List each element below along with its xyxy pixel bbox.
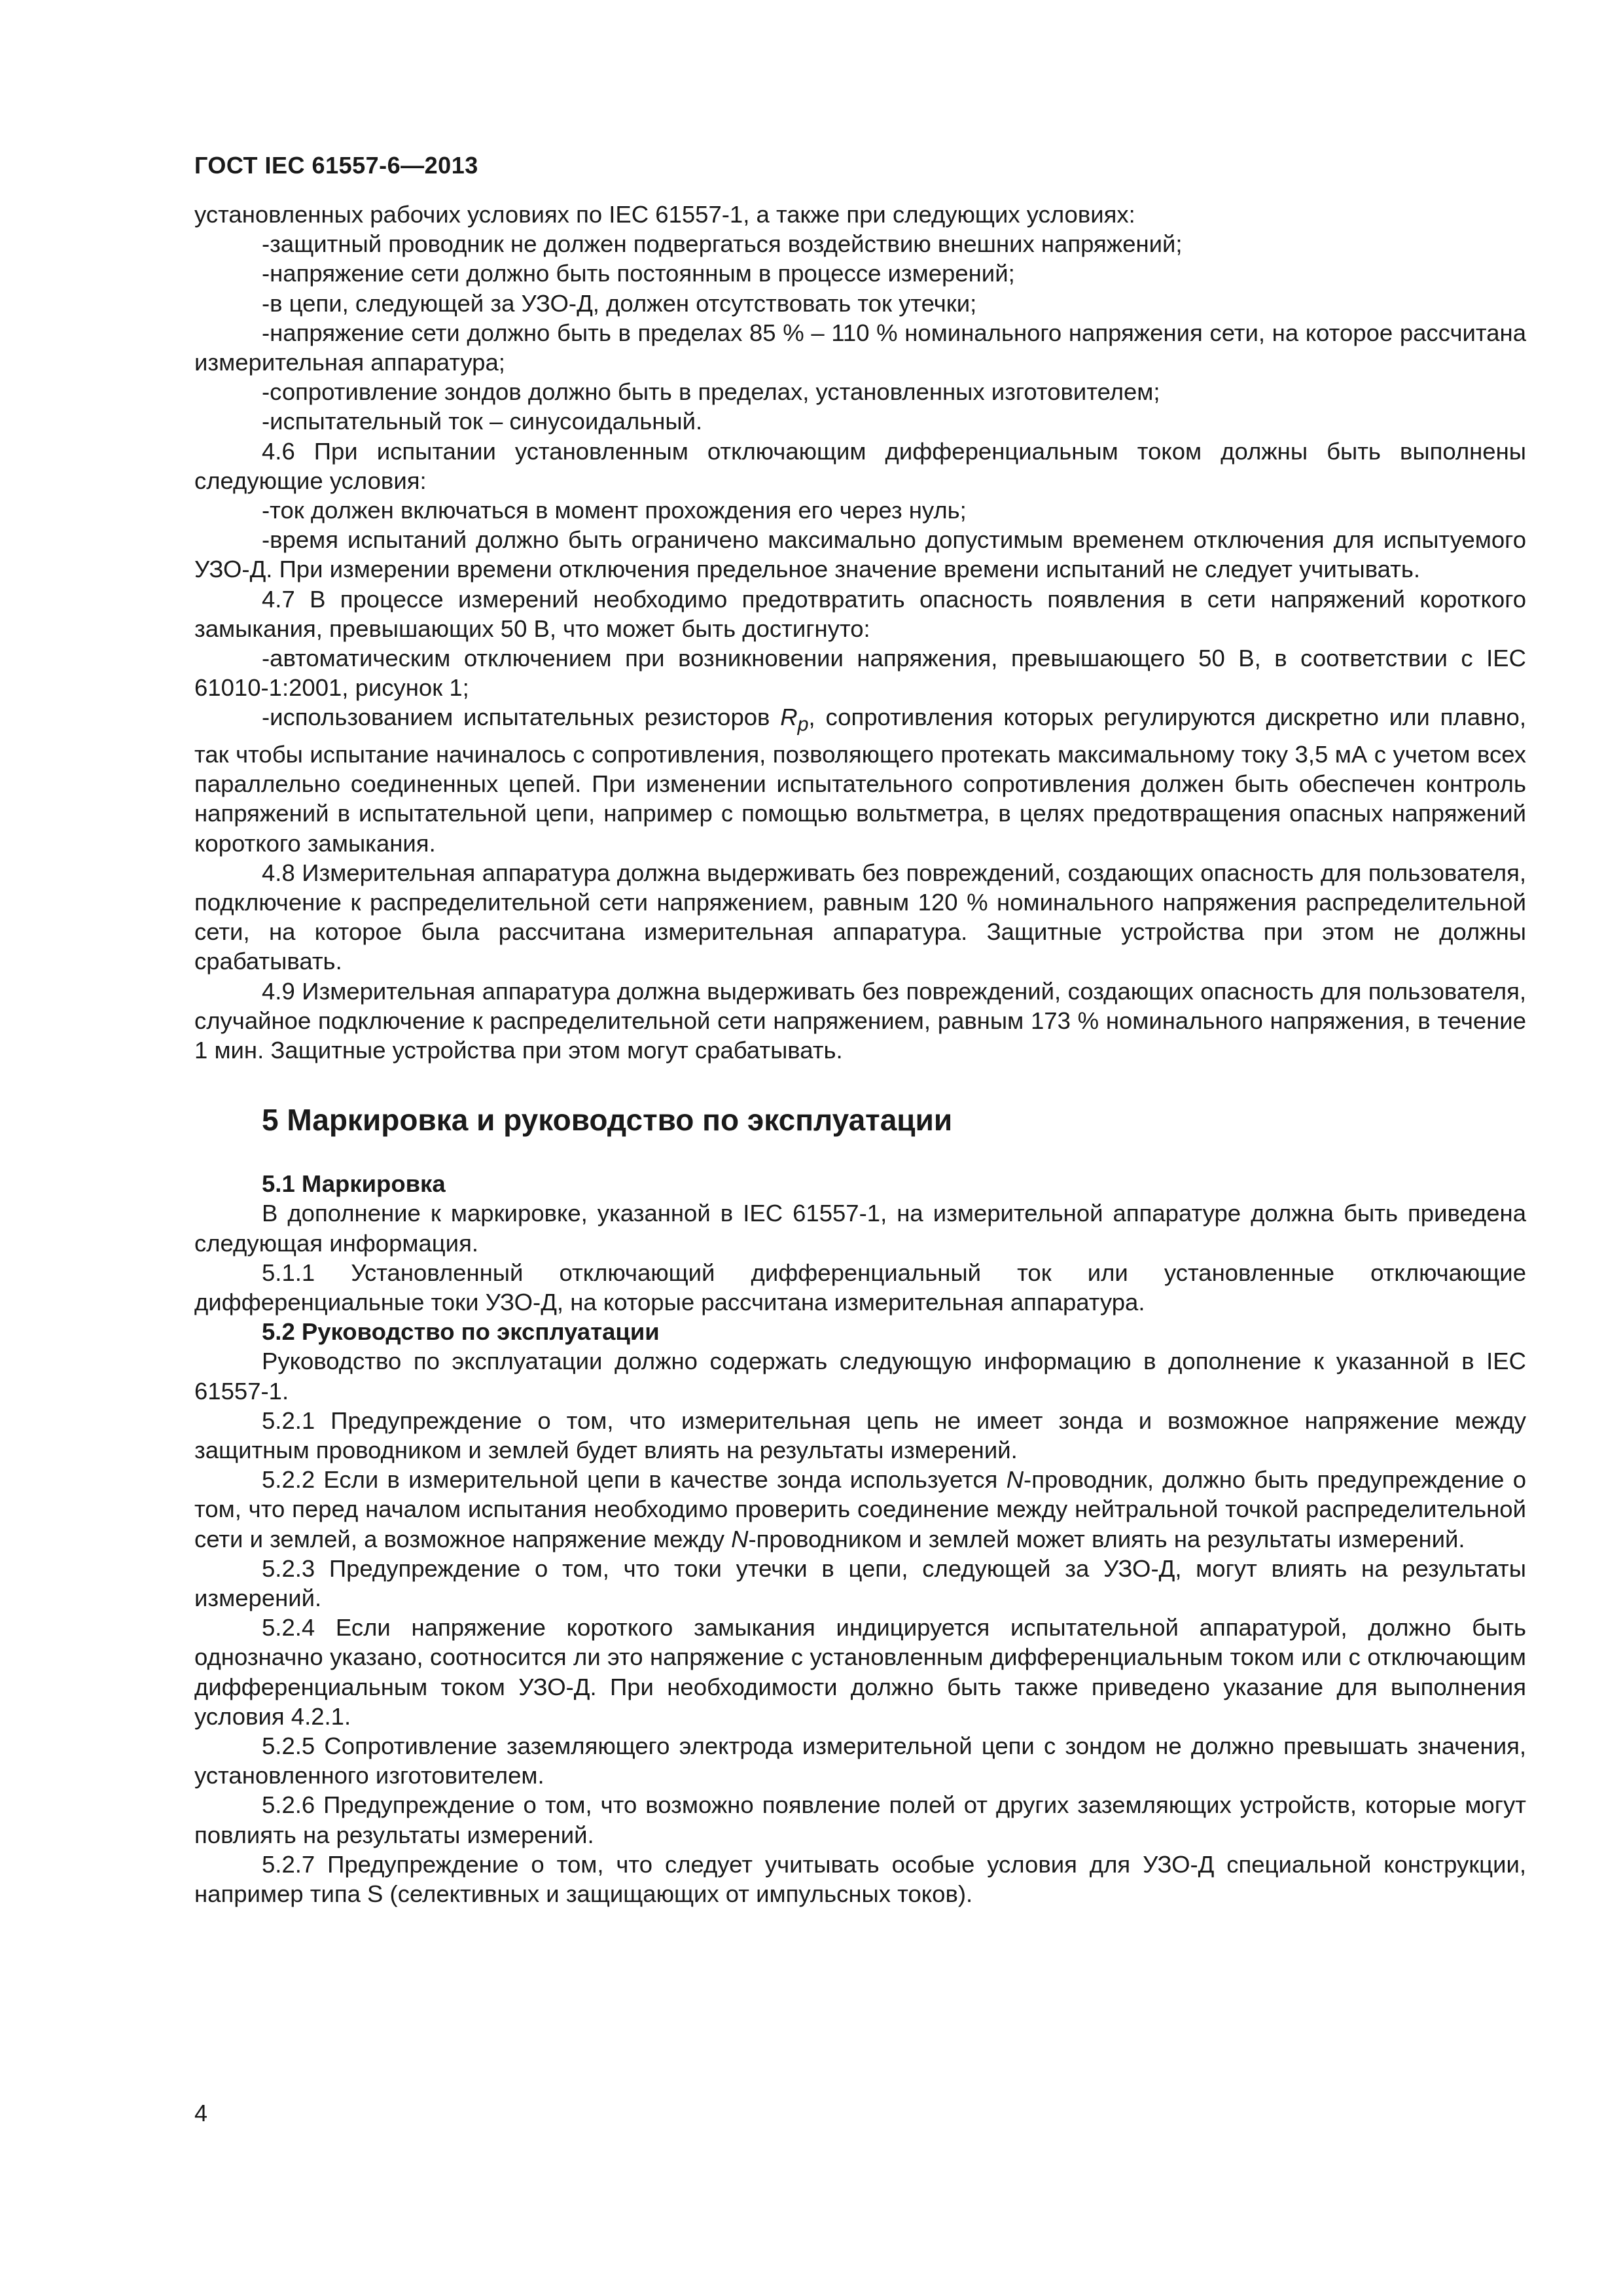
- list-item: -ток должен включаться в момент прохождения его через нуль;: [262, 497, 967, 524]
- clause-5-2-5: 5.2.5 Сопротивление заземляющего электрода измерительной цепи с зондом не должно превышать значения, установленного изготовителем.: [194, 1732, 1526, 1789]
- list-item-resistors: [194, 702, 1526, 857]
- n-symbol: N: [1006, 1466, 1024, 1494]
- text-run: -проводник, должно быть предупреждение о том, что перед началом испытания необходимо проверить соединение между нейтральной точкой распределительной сети и землей, а возможное напряжение между: [194, 1466, 1527, 1552]
- clause-4-9: 4.9 Измерительная аппаратура должна выдерживать без повреждений, создающих опасность для пользователя, случайное подключение к распределительной сети напряжением, равным 173 % номинального напряжения, в течение 1 мин. Защитные устройства при этом могут срабатывать.: [194, 977, 1526, 1064]
- subsection-5-2-heading: 5.2 Руководство по эксплуатации: [262, 1318, 660, 1346]
- document-body: [194, 200, 1526, 1909]
- page-number: 4: [194, 2100, 208, 2126]
- paragraph: установленных рабочих условиях по IEC 61557-1, а также при следующих условиях:: [194, 201, 1135, 228]
- clause-4-6: 4.6 При испытании установленным отключающим дифференциальным током должны быть выполнены следующие условия:: [194, 437, 1526, 494]
- list-item: -автоматическим отключением при возникновении напряжения, превышающего 50 В, в соответствии с IEC 61010-1:2001, рисунок 1;: [194, 645, 1526, 702]
- resistor-symbol: R: [780, 704, 798, 731]
- text-run: 5.2.2 Если в измерительной цепи в качестве зонда используется: [262, 1466, 1007, 1494]
- clause-5-2-7: 5.2.7 Предупреждение о том, что следует учитывать особые условия для УЗО-Д специальной конструкции, например типа S (селективных и защищающих от импульсных токов).: [194, 1850, 1526, 1908]
- clause-5-2-6: 5.2.6 Предупреждение о том, что возможно появление полей от других заземляющих устройств, которые могут повлиять на результаты измерений.: [194, 1791, 1526, 1848]
- paragraph: В дополнение к маркировке, указанной в IEC 61557-1, на измерительной аппаратуре должна быть приведена следующая информация.: [194, 1200, 1526, 1257]
- subsection-5-1-heading: 5.1 Маркировка: [262, 1170, 446, 1198]
- n-symbol: N: [731, 1525, 749, 1552]
- document-code-header: ГОСТ IEC 61557-6—2013: [194, 152, 478, 179]
- list-item: -напряжение сети должно быть в пределах 85 % – 110 % номинального напряжения сети, на которое рассчитана измерительная аппаратура;: [194, 319, 1526, 376]
- clause-5-1-1: 5.1.1 Установленный отключающий дифференциальный ток или установленные отключающие дифференциальные токи УЗО-Д, на которые рассчитана измерительная аппаратура.: [194, 1259, 1526, 1316]
- list-item: -сопротивление зондов должно быть в пределах, установленных изготовителем;: [262, 378, 1160, 406]
- list-item: -напряжение сети должно быть постоянным в процессе измерений;: [262, 260, 1015, 287]
- text-run: , сопротивления которых регулируются дискретно или плавно, так чтобы испытание начиналось с сопротивления, позволяющего протекать максимальному току 3,5 мА с учетом всех параллельно соединенных цепей. При изменении испытательного сопротивления должен быть обеспечен контроль напряжений в испытательной цепи, например с помощью вольтметра, в целях предотвращения опасных напряжений короткого замыкания.: [194, 704, 1526, 857]
- text-run: -проводником и землей может влиять на результаты измерений.: [748, 1525, 1465, 1552]
- clause-5-2-2: [194, 1465, 1526, 1554]
- clause-5-2-3: 5.2.3 Предупреждение о том, что токи утечки в цепи, следующей за УЗО-Д, могут влиять на результаты измерений.: [194, 1554, 1526, 1612]
- list-item: -в цепи, следующей за УЗО-Д, должен отсутствовать ток утечки;: [262, 289, 977, 317]
- list-item: -защитный проводник не должен подвергаться воздействию внешних напряжений;: [262, 230, 1183, 258]
- resistor-subscript: p: [797, 713, 809, 736]
- paragraph: Руководство по эксплуатации должно содержать следующую информацию в дополнение к указанной в IEC 61557-1.: [194, 1348, 1526, 1405]
- clause-4-8: 4.8 Измерительная аппаратура должна выдерживать без повреждений, создающих опасность для пользователя, подключение к распределительной сети напряжением, равным 120 % номинального напряжения распределительной сети, на которое была рассчитана измерительная аппаратура. Защитные устройства при этом не должны срабатывать.: [194, 859, 1526, 975]
- clause-5-2-4: 5.2.4 Если напряжение короткого замыкания индицируется испытательной аппаратурой, должно быть однозначно указано, соотносится ли это напряжение с установленным дифференциальным током или с отключающим дифференциальным током УЗО-Д. При необходимости должно быть также приведено указание для выполнения условия 4.2.1.: [194, 1614, 1526, 1730]
- clause-4-7: 4.7 В процессе измерений необходимо предотвратить опасность появления в сети напряжений короткого замыкания, превышающих 50 В, что может быть достигнуто:: [194, 585, 1526, 642]
- clause-5-2-1: 5.2.1 Предупреждение о том, что измерительная цепь не имеет зонда и возможное напряжение между защитным проводником и землей будет влиять на результаты измерений.: [194, 1407, 1526, 1464]
- section-5-heading: 5 Маркировка и руководство по эксплуатации: [262, 1103, 953, 1138]
- list-item: -время испытаний должно быть ограничено максимально допустимым временем отключения для испытуемого УЗО-Д. При измерении времени отключения предельное значение времени испытаний не следует учитывать.: [194, 526, 1526, 583]
- list-item: -испытательный ток – синусоидальный.: [262, 408, 703, 435]
- text-run: -использованием испытательных резисторов: [262, 704, 781, 731]
